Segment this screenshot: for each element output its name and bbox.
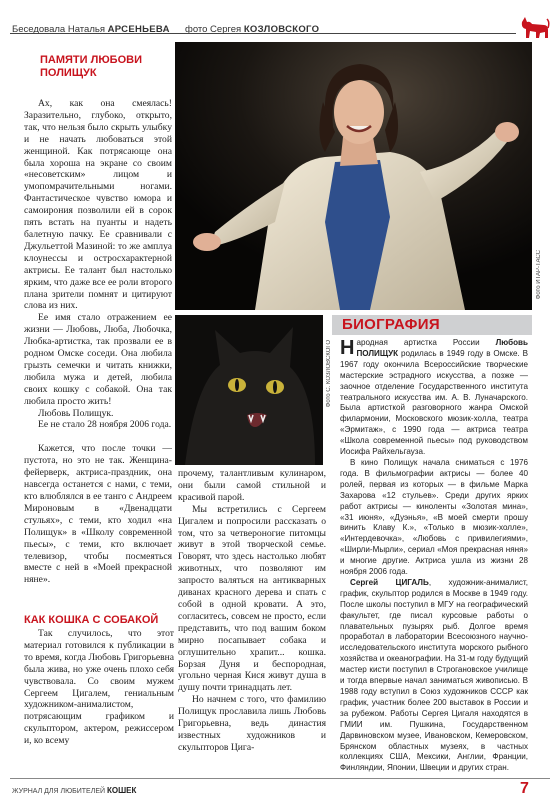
cat-silhouette-icon (518, 16, 550, 42)
actress-stage-photo (175, 42, 532, 310)
header-rule (10, 33, 516, 34)
bio-paragraph: Народная артистка России Любовь ПОЛИЩУК родилась в 1949 году в Омске. В 1967 году окончила Всероссийские творческие мастерские эстрадного искусства, а позже — заочное отделение Государственного института театрального искусства им. А. В. Луначарского. Была артисткой разговорного жанра Омской филармонии, Московского мюзик-холла, театра «Эрмитаж», с 1990 года — актриса театра «Школа современной пьесы» под руководством Иосифа Райхельгауза. (340, 337, 528, 457)
paragraph: прочему, талантливым кулинаром, они были самой стильной и красивой парой. (178, 468, 326, 503)
black-cat-photo (175, 315, 323, 465)
cat-photo-art (175, 315, 323, 465)
paragraph: Кажется, что после точки — пустота, но это не так. Женщина-фейерверк, актриса-праздник, она навсегда останется с нами, с теми, кто влюблялся в ее танго с Андреем Мироновым в «Двенадцати стульях», с теми, кто ходил «на Полищук» в «Школу современной пьесы», с теми, кто включает телевизор, чтобы посмеяться вместе с ней в «Моей прекрасной няне». (24, 443, 172, 586)
biography-text (340, 338, 528, 774)
actress-photo-art (175, 42, 532, 310)
bio-paragraph: В кино Полищук начала сниматься с 1976 года. В фильмографии актрисы — более 40 ролей, первая из которых — в фильме Марка Захарова «12 стульев». Среди других ярких работ актрисы — киноленты «Золотая мина», «31 июня», «Дуэнья», «В моей смерти прошу винить Клаву К.», «Только в мюзик-холле», «Интердевочка», «Любовь с привилегиями», «Ширли-Мырли», сериал «Моя прекрасная няня» и многие другие. Актриса ушла из жизни 28 ноября 2006 года. (340, 457, 528, 577)
article-column-2 (24, 628, 174, 747)
paragraph: Мы встретились с Сергеем Цигалем и попросили рассказать о том, что за четвероногие питомцы живут в этой творческой семье. Говорят, что здесь настолько любят животных, что позволяют им запросто валяться на антикварных диванах красного дерева и спать с собой в одной кровати. А это, согласитесь, совсем не просто, если представить, что под вашим боком мирно посапывает собака и оглушительно храпит... кошка. Борзая Дуня и беспородная, угольно черная Кися живут душа в душу почти тринадцать лет. (178, 503, 326, 694)
biography-header (332, 315, 532, 335)
bio-paragraph: Сергей ЦИГАЛЬ, художник-анималист, график, скульптор родился в Москве в 1949 году. После школы поступил в МГУ на географический факультет, где писал курсовые работы о плавательных пузырях рыб. Долгое время проработал в лаборатории Всесоюзного научно-исследовательского института морского рыбного хозяйства и океанографии. На 31-м году будущий мастер кисти поступил в Строгановское училище и тогда впервые начал заниматься живописью. В 1988 году вступил в Союз художников СССР как график, участник более 200 выставок в России и за рубежом. Работы Сергея Цигаля находятся в ГМИИ им. Пушкина, Государственном Дарвиновском музее, Ивановском, Кемеровском, Брянском областных музеях, в частных коллекциях США, Мексики, Англии, Франции, Финляндии, Японии, Швеции и других стран. (340, 577, 528, 773)
cat-photo-credit: Фото С. КОЗЛОВСКОГО (326, 340, 332, 408)
article-title-cat-dog: КАК КОШКА С СОБАКОЙ (24, 614, 159, 626)
paragraph: Ах, как она смеялась! Заразительно, глубоко, открыто, так, что нельзя было скрыть улыбку и не начать любоваться этой женщиной. Как потрясающе она была хороша на экране со своим «несоветским» лицом и умопомрачительными ногами. Фантастическое чувство юмора и самоирония позволили ей в сорок пять встать на пуанты и надеть балетную пачку. Ее сравнивали с Джульеттой Мазиной: то же амплуа клоунессы и остросхарактерной актрисы. Ее талант был настолько ярким, что даже все ее роли второго плана зрители помнят и цитируют слова из них. (24, 98, 172, 312)
paragraph: Но начнем с того, что фамилию Полищук прославила лишь Любовь Григорьевна, ведь династия известных художников и скульпторов Цига- (178, 694, 326, 753)
footer-rule (10, 778, 550, 779)
article-column-3 (178, 468, 326, 754)
magazine-name: ЖУРНАЛ ДЛЯ ЛЮБИТЕЛЕЙ КОШЕК (12, 786, 137, 795)
biography-heading: БИОГРАФИЯ (342, 316, 440, 333)
paragraph: Ее не стало 28 ноября 2006 года. (38, 419, 172, 431)
page-footer (0, 770, 560, 800)
page-header (0, 0, 560, 40)
article-column-1 (24, 98, 172, 586)
page-number: 7 (520, 780, 529, 797)
paragraph: Любовь Полищук. (38, 407, 114, 419)
author-credit: Беседовала Наталья АРСЕНЬЕВА (12, 24, 170, 35)
paragraph: Так случилось, что этот материал готовился к публикации в то время, когда Любовь Григорьевна была жива, но уже очень плохо себя чувствовала. Со своим мужем Сергеем Цигалем, гениальным художником-анималистом, потрясающим графиком и скульптором, актером, режиссером и, ко всему (24, 628, 174, 747)
photo-credit: фото Сергея КОЗЛОВСКОГО (185, 24, 320, 35)
dropcap: Н (340, 337, 355, 359)
article-title-memory: ПАМЯТИ ЛЮБОВИ ПОЛИЩУК (40, 54, 142, 79)
main-photo-credit: Фото ИТАР-ТАСС (536, 250, 542, 300)
paragraph: Ее имя стало отражением ее жизни — Любовь, Люба, Любочка, Любка-артистка, так прозвали ее в родном Омске соседи. Она любила грызть семечки и читать книжки, любила мужа и детей, любила своих кошку с собакой. Она так любила просто жить! (24, 312, 172, 407)
